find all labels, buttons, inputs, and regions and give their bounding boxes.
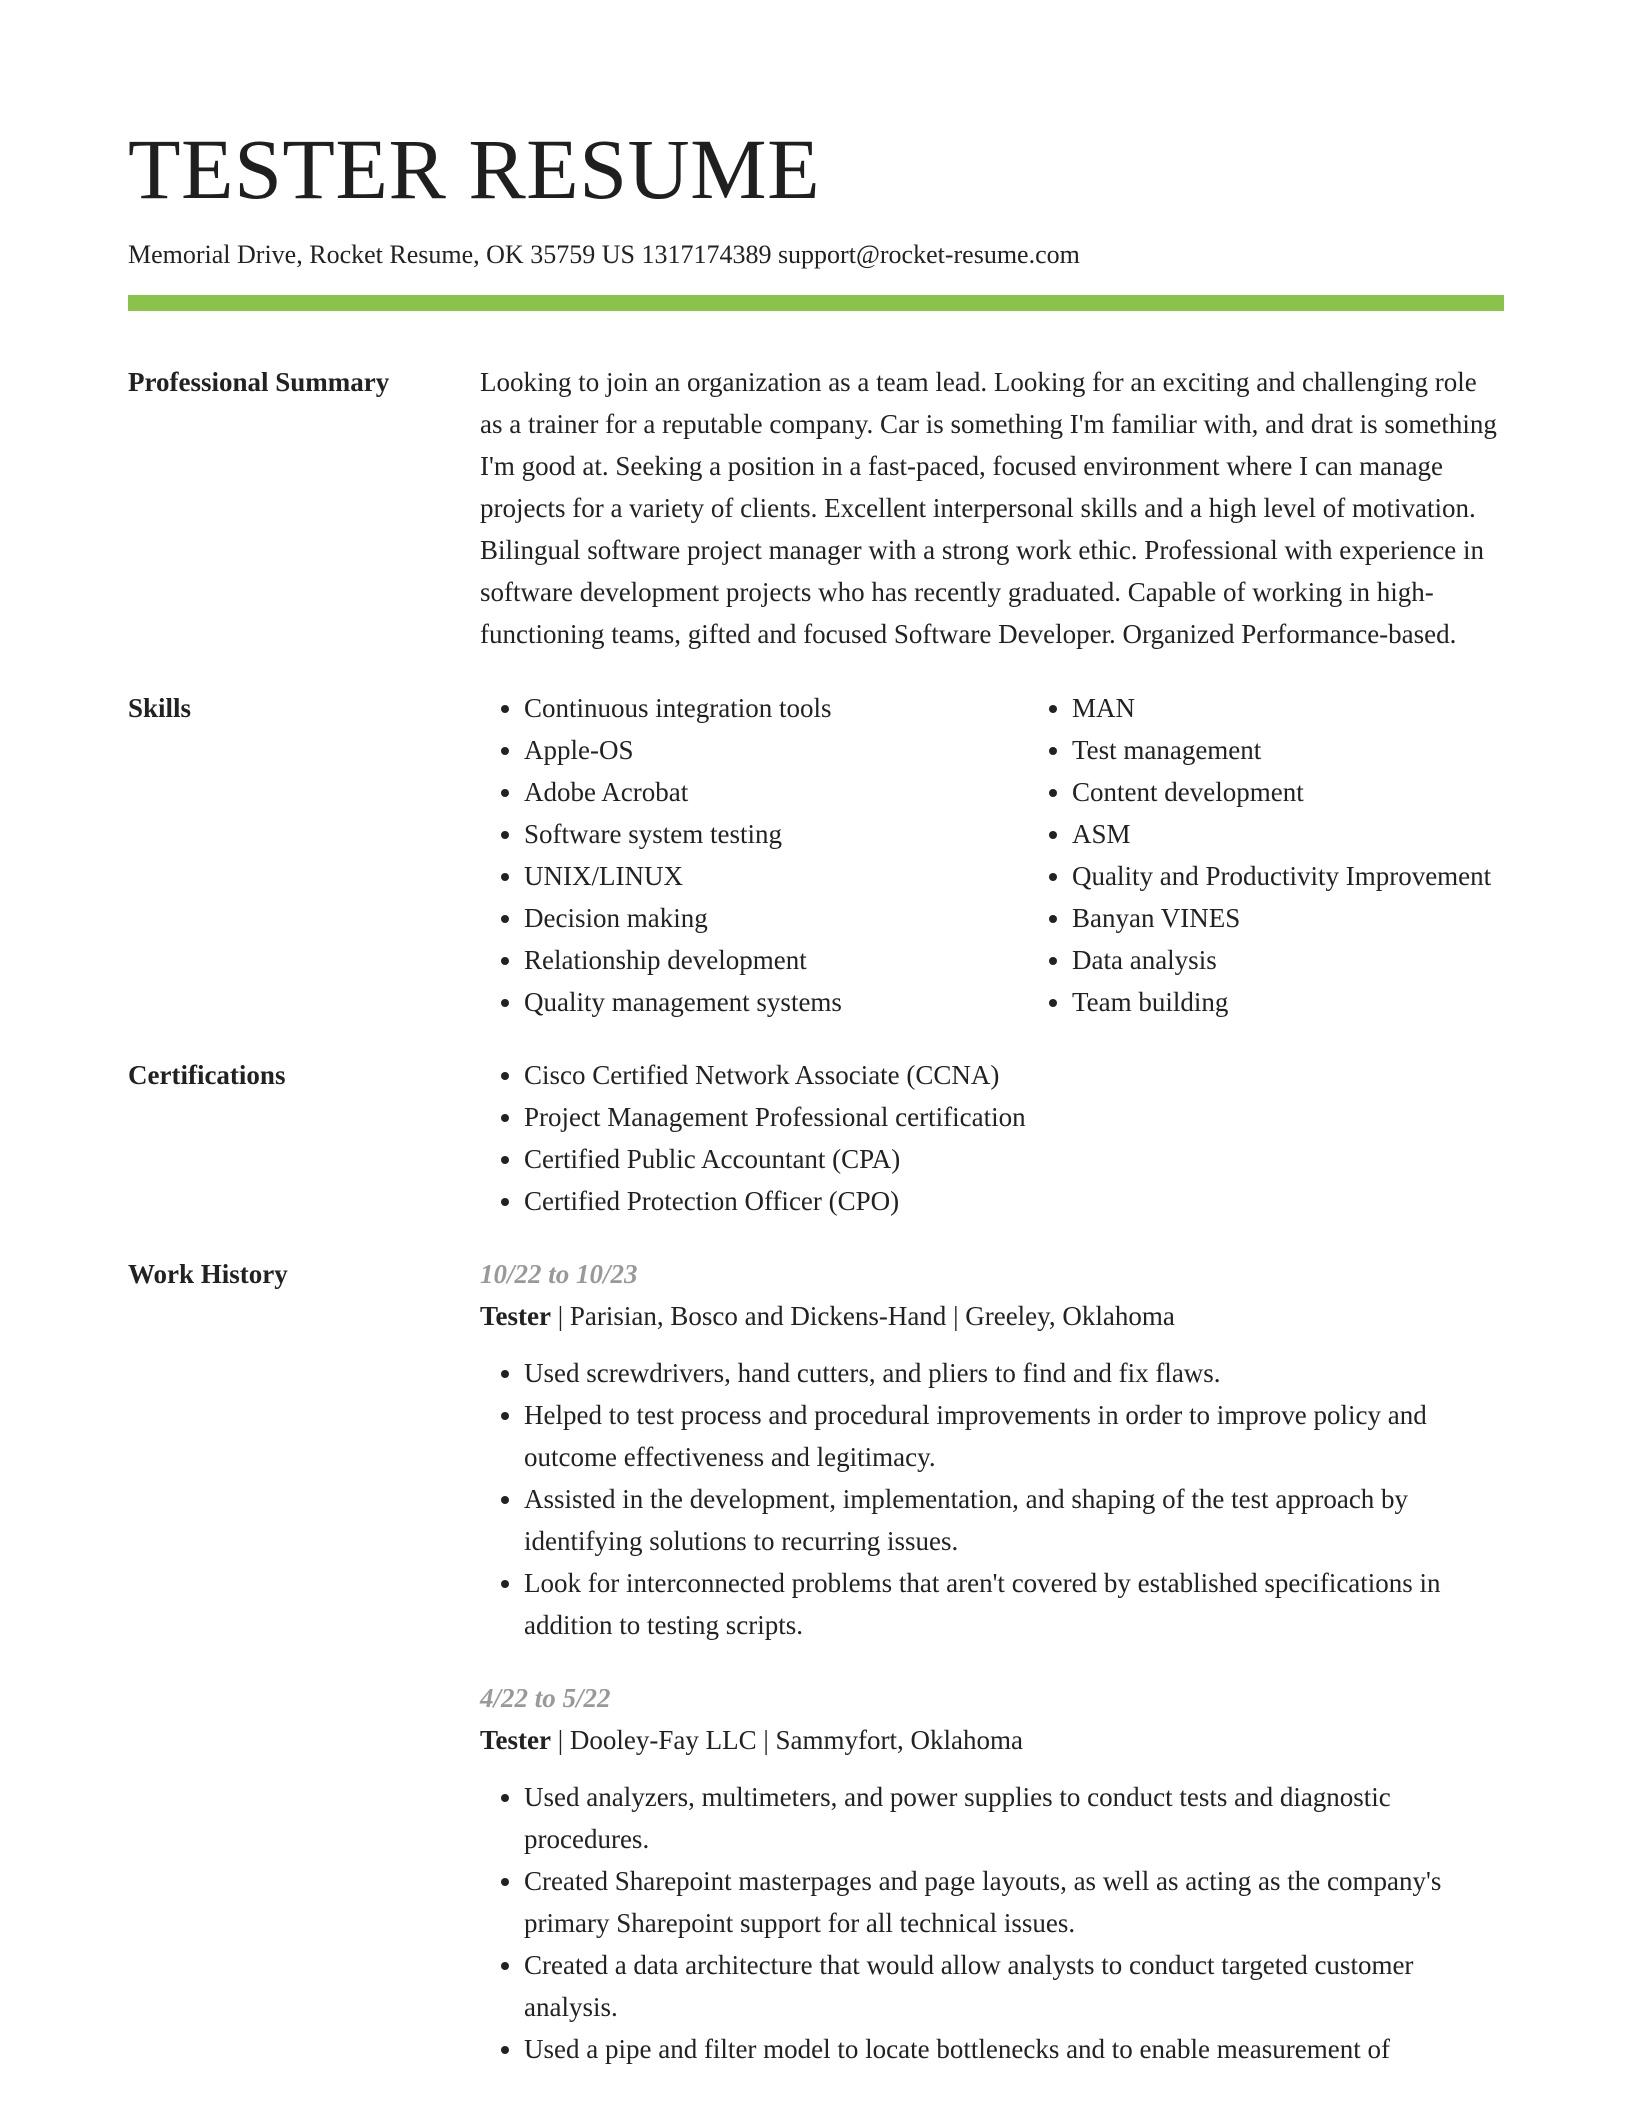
section-title: Certifications	[128, 1060, 286, 1090]
skill-item: • Content development	[1072, 771, 1504, 813]
professional-summary-section	[128, 361, 1504, 655]
skills-list-left	[480, 687, 984, 1023]
job-bullets	[480, 1776, 1504, 2070]
skill-item: • Software system testing	[524, 813, 984, 855]
resume-name: TESTER RESUME	[128, 121, 821, 217]
job-location: Greeley, Oklahoma	[965, 1301, 1175, 1331]
contact-line	[128, 237, 1504, 273]
job-bullet: • Used analyzers, multimeters, and power supplies to conduct tests and diagnostic procedures.	[524, 1776, 1504, 1860]
job-location: Sammyfort, Oklahoma	[775, 1725, 1023, 1755]
job-separator: |	[763, 1725, 769, 1755]
section-title: Professional Summary	[128, 367, 390, 397]
job-bullet: • Created a data architecture that would allow analysts to conduct targeted customer analysis.	[524, 1944, 1504, 2028]
skill-item: • Apple-OS	[524, 729, 984, 771]
skill-item: • Decision making	[524, 897, 984, 939]
job-company: Parisian, Bosco and Dickens-Hand	[569, 1301, 947, 1331]
job-bullet: • Used a pipe and filter model to locate bottlenecks and to enable measurement of	[524, 2028, 1504, 2070]
skill-item: • Test management	[1072, 729, 1504, 771]
job-bullet: • Used screwdrivers, hand cutters, and pliers to find and fix flaws.	[524, 1352, 1504, 1394]
certifications-body	[480, 1054, 1504, 1222]
job-bullet: • Look for interconnected problems that aren't covered by established specifications in addition to testing scripts.	[524, 1562, 1504, 1646]
section-title: Work History	[128, 1259, 288, 1289]
skill-item: • Relationship development	[524, 939, 984, 981]
contact-phone: 1317174389	[641, 240, 772, 269]
job-separator: |	[953, 1301, 959, 1331]
job-separator: |	[557, 1725, 564, 1755]
certification-item: • Certified Public Accountant (CPA)	[524, 1138, 1504, 1180]
certification-item: • Certified Protection Officer (CPO)	[524, 1180, 1504, 1222]
skill-item: • ASM	[1072, 813, 1504, 855]
job-dates: 4/22 to 5/22	[480, 1683, 611, 1713]
job-entry	[480, 1253, 1504, 1646]
skill-item: • Adobe Acrobat	[524, 771, 984, 813]
job-dates: 10/22 to 10/23	[480, 1259, 638, 1289]
job-entry	[480, 1677, 1504, 2070]
skills-section	[128, 687, 1504, 1023]
skill-item: • Quality and Productivity Improvement	[1072, 855, 1504, 897]
skill-item: • MAN	[1072, 687, 1504, 729]
summary-text: Looking to join an organization as a team lead. Looking for an exciting and challenging role as a trainer for a reputable company. Car is something I'm familiar with, and drat is something I'm good at. Seeking a position in a fast-paced, focused environment where I can manage projects for a variety of clients. Excellent interpersonal skills and a high level of motivation. Bilingual software project manager with a strong work ethic. Professional with experience in software development projects who has recently graduated. Capable of working in high-functioning teams, gifted and focused Software Developer. Organized Performance-based.	[480, 367, 1497, 649]
work-history-body	[480, 1253, 1504, 2070]
job-bullets	[480, 1352, 1504, 1646]
certifications-list	[480, 1054, 1504, 1222]
job-title: Tester	[480, 1725, 551, 1755]
job-title: Tester	[480, 1301, 551, 1331]
job-heading	[480, 1295, 1504, 1337]
job-bullet: • Assisted in the development, implementation, and shaping of the test approach by identifying solutions to recurring issues.	[524, 1478, 1504, 1562]
header-divider	[128, 295, 1504, 311]
skills-list-right	[1028, 687, 1504, 1023]
job-separator: |	[557, 1301, 564, 1331]
job-company: Dooley-Fay LLC	[569, 1725, 757, 1755]
skill-item: • Quality management systems	[524, 981, 984, 1023]
skills-columns	[480, 687, 1504, 1023]
contact-email: support@rocket-resume.com	[777, 240, 1080, 269]
work-history-section	[128, 1253, 1504, 2070]
certification-item: • Cisco Certified Network Associate (CCNA)	[524, 1054, 1504, 1096]
resume-header	[128, 0, 1504, 311]
skill-item: • Team building	[1072, 981, 1504, 1023]
certification-item: • Project Management Professional certification	[524, 1096, 1504, 1138]
contact-address: Memorial Drive, Rocket Resume, OK 35759 US	[128, 240, 635, 269]
skill-item: • UNIX/LINUX	[524, 855, 984, 897]
resume-page	[128, 0, 1504, 2070]
job-bullet: • Created Sharepoint masterpages and page layouts, as well as acting as the company's primary Sharepoint support for all technical issues.	[524, 1860, 1504, 1944]
skill-item: • Data analysis	[1072, 939, 1504, 981]
skill-item: • Continuous integration tools	[524, 687, 984, 729]
job-bullet: • Helped to test process and procedural improvements in order to improve policy and outcome effectiveness and legitimacy.	[524, 1394, 1504, 1478]
section-title: Skills	[128, 693, 192, 723]
skill-item: • Banyan VINES	[1072, 897, 1504, 939]
job-heading	[480, 1719, 1504, 1761]
certifications-section	[128, 1054, 1504, 1222]
